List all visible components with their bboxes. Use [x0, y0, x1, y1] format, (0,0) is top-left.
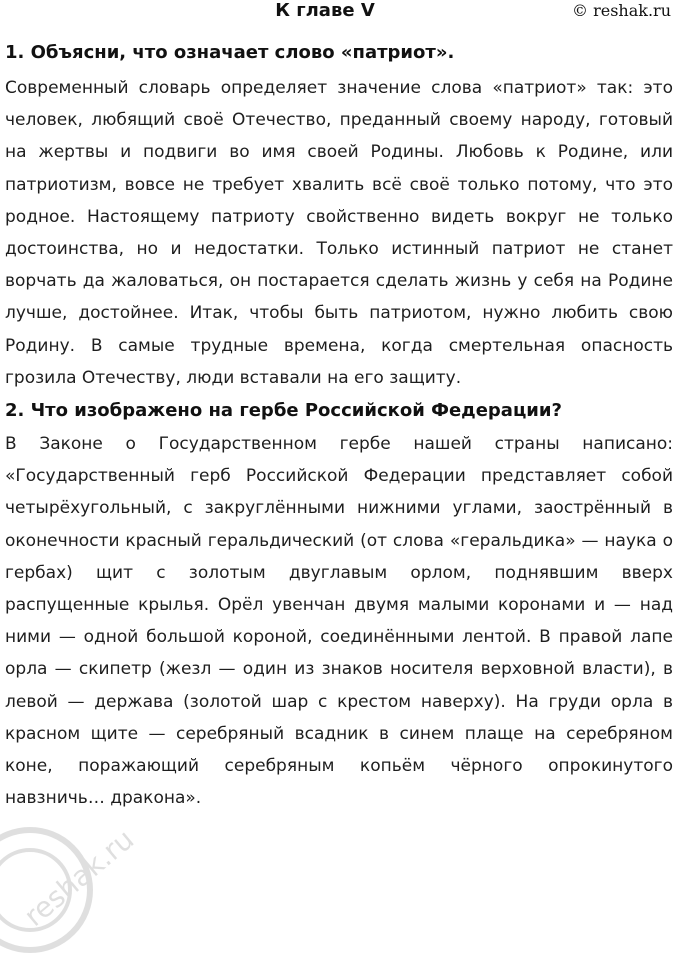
page-header: [5, 0, 679, 30]
answer-1: Современный словарь определяет значение слова «патриот» так: это человек, любящий своё Отечество, преданный своему народу, готовый на жертвы и подвиги во имя своей Родины. Любовь к Родине, или патриотизм, вовсе не требует хвалить всё своё только потому, что это родное. Настоящему патриоту свойственно видеть вокруг не только достоинства, но и недостатки. Только истинный патриот не станет ворчать да жаловаться, он постарается сделать жизнь у себя на Родине лучше, достойнее. Итак, чтобы быть патриотом, нужно любить свою Родину. В самые трудные времена, когда смертельная опасность грозила Отечеству, люди вставали на его защиту.: [5, 78, 673, 388]
question-2: 2. Что изображено на гербе Российской Федерации?: [5, 400, 562, 422]
stamp-text: reshak.ru: [17, 822, 141, 933]
section-1: [5, 40, 679, 394]
watermark-stamp-icon: [0, 800, 180, 960]
section-2: [5, 398, 679, 814]
watermark-text: © reshak.ru: [572, 1, 671, 20]
question-1: 1. Объясни, что означает слово «патриот».: [5, 42, 455, 63]
answer-2: В Законе о Государственном гербе нашей страны написано: «Государственный герб Российской Федерации представляет собой четырёхугольный, с закруглёнными нижними углами, заострённый в оконечности красный геральдический (от слова «геральдика» — наука о гербах) щит с золотым двуглавым орлом, поднявшим вверх распущенные крылья. Орёл увенчан двумя малыми коронами и — над ними — одной большой короной, соединёнными лентой. В правой лапе орла — скипетр (жезл — один из знаков носителя верховной власти), в левой — держава (золотой шар с крестом наверху). На груди орла в красном щите — серебряный всадник в синем плаще на серебряном коне, поражающий серебряным копьём чёрного опрокинутого навзничь… дракона».: [5, 434, 673, 809]
chapter-title: К главе V: [275, 0, 375, 21]
